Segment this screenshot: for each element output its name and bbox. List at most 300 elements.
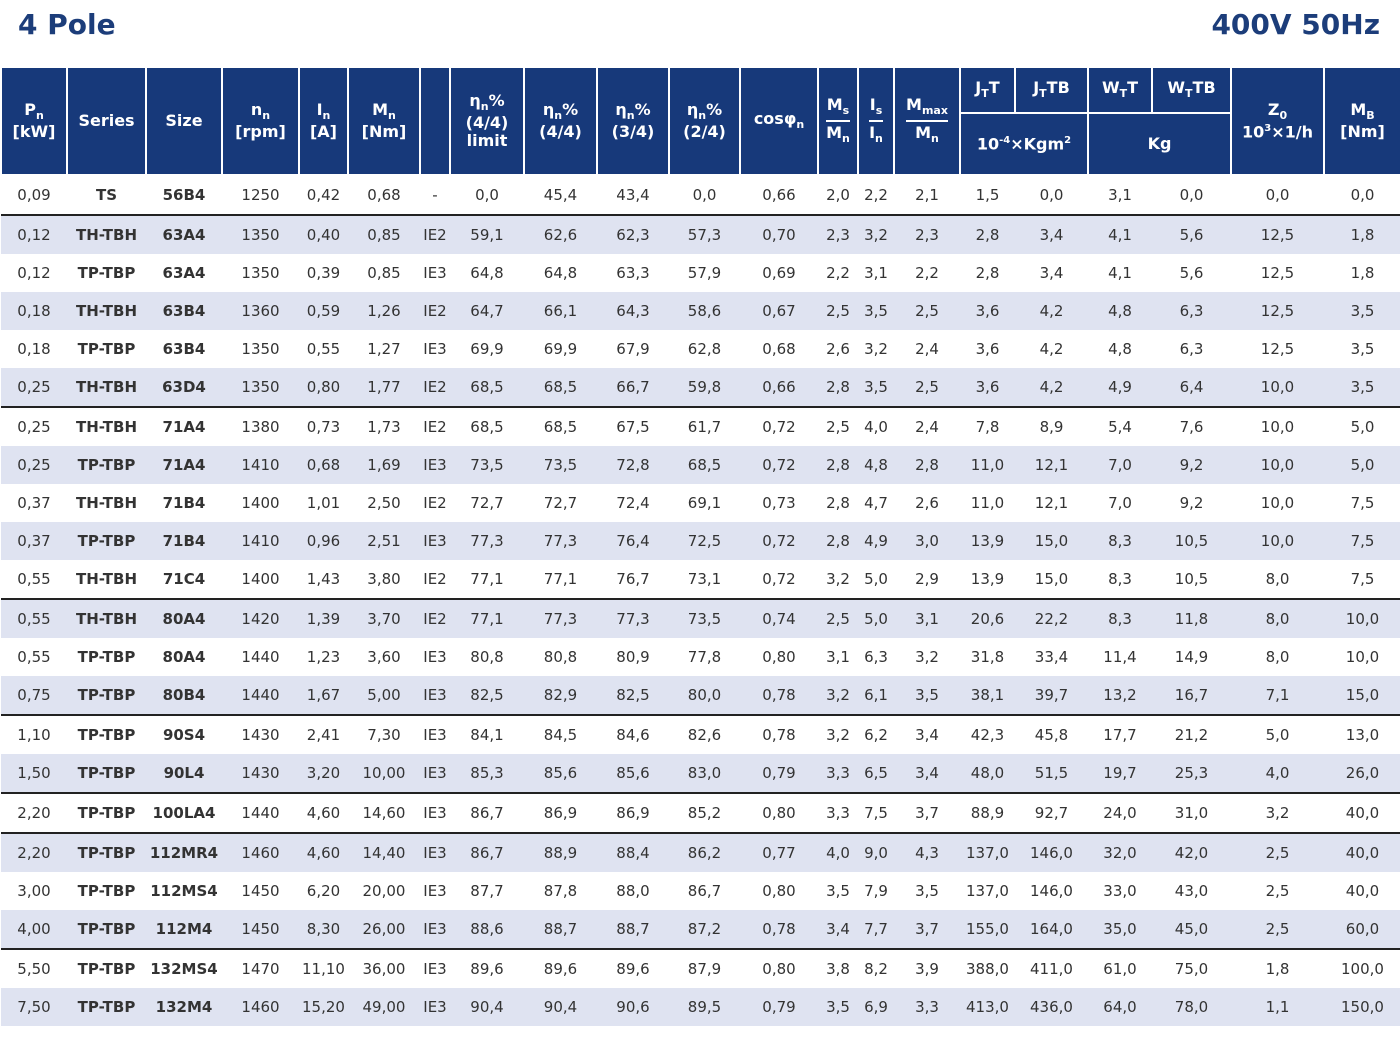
col-header-z0: $Z_0$ $10^3\times 1/h$ — [1231, 67, 1324, 175]
table-cell: 2,8 — [818, 446, 858, 484]
table-cell: 0,68 — [740, 330, 818, 368]
table-cell: 82,5 — [450, 676, 524, 715]
table-cell: 137,0 — [960, 872, 1015, 910]
table-cell: 12,5 — [1231, 215, 1324, 254]
table-cell: TH-TBH — [67, 368, 146, 407]
table-cell: 5,6 — [1152, 215, 1231, 254]
table-cell: TP-TBP — [67, 676, 146, 715]
col-header-power-factor: cosφ$_n$ — [740, 67, 818, 175]
table-cell: 35,0 — [1088, 910, 1152, 949]
table-cell: 2,5 — [818, 407, 858, 446]
table-cell: TP-TBP — [67, 988, 146, 1026]
table-cell: IE2 — [420, 407, 450, 446]
table-cell: 1,39 — [299, 599, 348, 638]
table-cell: 80A4 — [146, 599, 222, 638]
table-cell: 11,4 — [1088, 638, 1152, 676]
table-cell: 7,0 — [1088, 446, 1152, 484]
table-cell: 10,0 — [1231, 407, 1324, 446]
table-cell: 4,3 — [894, 833, 960, 872]
table-cell: 87,9 — [669, 949, 740, 988]
table-cell: IE3 — [420, 715, 450, 754]
table-cell: 87,8 — [524, 872, 597, 910]
table-cell: 77,8 — [669, 638, 740, 676]
table-cell: 3,2 — [818, 676, 858, 715]
table-cell: 3,4 — [894, 754, 960, 793]
col-header-ms-mn: $\frac{M_s}{M_n}$ — [818, 67, 858, 175]
table-cell: 85,2 — [669, 793, 740, 833]
table-cell: TP-TBP — [67, 793, 146, 833]
table-cell: 4,8 — [858, 446, 894, 484]
table-cell: 58,6 — [669, 292, 740, 330]
table-cell: TH-TBH — [67, 215, 146, 254]
table-cell: 80,8 — [524, 638, 597, 676]
table-cell: 77,1 — [450, 599, 524, 638]
table-cell: 14,40 — [348, 833, 420, 872]
table-cell: 0,18 — [1, 330, 67, 368]
table-cell: 89,6 — [597, 949, 669, 988]
table-cell: IE2 — [420, 560, 450, 599]
table-cell: IE3 — [420, 949, 450, 988]
table-cell: 1,8 — [1324, 215, 1400, 254]
table-cell: 2,8 — [818, 484, 858, 522]
table-cell: 12,5 — [1231, 254, 1324, 292]
table-cell: 7,9 — [858, 872, 894, 910]
table-cell: 3,1 — [1088, 175, 1152, 215]
col-header-ie-class — [420, 67, 450, 175]
table-cell: 6,4 — [1152, 368, 1231, 407]
table-cell: 80,0 — [669, 676, 740, 715]
table-cell: 0,80 — [740, 872, 818, 910]
table-row — [1, 676, 1400, 715]
table-cell: 3,5 — [1324, 368, 1400, 407]
table-cell: 5,4 — [1088, 407, 1152, 446]
table-cell: 61,7 — [669, 407, 740, 446]
table-cell: 4,0 — [818, 833, 858, 872]
table-row — [1, 446, 1400, 484]
table-cell: 3,2 — [894, 638, 960, 676]
table-cell: 3,4 — [1015, 215, 1088, 254]
table-cell: 68,5 — [450, 368, 524, 407]
table-cell: 112M4 — [146, 910, 222, 949]
table-cell: 20,00 — [348, 872, 420, 910]
table-cell: 2,6 — [894, 484, 960, 522]
table-cell: 2,5 — [1231, 910, 1324, 949]
table-cell: 2,5 — [1231, 872, 1324, 910]
table-cell: 10,0 — [1231, 522, 1324, 560]
table-cell: 69,9 — [524, 330, 597, 368]
table-cell: 1420 — [222, 599, 299, 638]
table-cell: 0,78 — [740, 676, 818, 715]
table-cell: 77,3 — [524, 599, 597, 638]
table-cell: 0,80 — [740, 949, 818, 988]
table-cell: 1,43 — [299, 560, 348, 599]
table-cell: 10,0 — [1324, 638, 1400, 676]
table-cell: IE3 — [420, 988, 450, 1026]
table-cell: 1350 — [222, 368, 299, 407]
table-cell: 132MS4 — [146, 949, 222, 988]
table-cell: 73,5 — [450, 446, 524, 484]
table-cell: 90,4 — [524, 988, 597, 1026]
table-cell: 1450 — [222, 872, 299, 910]
col-header-jt: $J_TT$ — [960, 67, 1015, 113]
table-cell: 11,8 — [1152, 599, 1231, 638]
table-cell: 90S4 — [146, 715, 222, 754]
table-cell: 88,0 — [597, 872, 669, 910]
table-cell: 62,3 — [597, 215, 669, 254]
table-row — [1, 793, 1400, 833]
table-cell: 63A4 — [146, 254, 222, 292]
table-cell: 19,7 — [1088, 754, 1152, 793]
table-cell: 64,3 — [597, 292, 669, 330]
table-cell: 12,1 — [1015, 484, 1088, 522]
table-cell: 100LA4 — [146, 793, 222, 833]
table-cell: 63A4 — [146, 215, 222, 254]
table-cell: 137,0 — [960, 833, 1015, 872]
table-cell: TS — [67, 175, 146, 215]
table-cell: 89,6 — [450, 949, 524, 988]
table-cell: 0,73 — [740, 484, 818, 522]
table-cell: TH-TBH — [67, 292, 146, 330]
table-cell: 4,00 — [1, 910, 67, 949]
table-cell: 63D4 — [146, 368, 222, 407]
table-cell: 59,8 — [669, 368, 740, 407]
table-cell: IE3 — [420, 446, 450, 484]
table-cell: 3,5 — [858, 368, 894, 407]
table-cell: 25,3 — [1152, 754, 1231, 793]
table-cell: 62,8 — [669, 330, 740, 368]
table-cell: 2,5 — [818, 292, 858, 330]
table-cell: 82,5 — [597, 676, 669, 715]
table-cell: 80B4 — [146, 676, 222, 715]
table-cell: 77,3 — [450, 522, 524, 560]
table-row — [1, 407, 1400, 446]
table-cell: 10,00 — [348, 754, 420, 793]
table-cell: 388,0 — [960, 949, 1015, 988]
table-cell: 1,67 — [299, 676, 348, 715]
table-row — [1, 215, 1400, 254]
table-cell: 146,0 — [1015, 833, 1088, 872]
table-cell: 86,9 — [524, 793, 597, 833]
table-cell: 88,6 — [450, 910, 524, 949]
table-cell: 7,0 — [1088, 484, 1152, 522]
table-cell: 69,1 — [669, 484, 740, 522]
table-cell: 7,6 — [1152, 407, 1231, 446]
table-cell: 4,9 — [1088, 368, 1152, 407]
table-cell: 3,2 — [858, 215, 894, 254]
table-cell: 5,0 — [1231, 715, 1324, 754]
table-cell: 3,2 — [858, 330, 894, 368]
table-cell: 0,72 — [740, 522, 818, 560]
table-cell: 20,6 — [960, 599, 1015, 638]
table-cell: 88,7 — [524, 910, 597, 949]
table-cell: 0,42 — [299, 175, 348, 215]
table-cell: 5,0 — [858, 599, 894, 638]
table-cell: 150,0 — [1324, 988, 1400, 1026]
col-header-jtb: $J_TTB$ — [1015, 67, 1088, 113]
table-cell: 85,6 — [524, 754, 597, 793]
table-cell: 51,5 — [1015, 754, 1088, 793]
table-cell: IE3 — [420, 330, 450, 368]
table-cell: 4,0 — [858, 407, 894, 446]
table-body — [1, 175, 1400, 1026]
table-cell: 84,1 — [450, 715, 524, 754]
table-cell: 0,74 — [740, 599, 818, 638]
table-cell: 0,72 — [740, 446, 818, 484]
table-cell: 8,0 — [1231, 599, 1324, 638]
table-cell: 64,0 — [1088, 988, 1152, 1026]
table-row — [1, 833, 1400, 872]
table-cell: 2,8 — [818, 522, 858, 560]
table-cell: 68,5 — [524, 368, 597, 407]
table-cell: 3,3 — [818, 793, 858, 833]
table-cell: 17,7 — [1088, 715, 1152, 754]
col-header-eff-44: $\eta_n\%$ (4/4) — [524, 67, 597, 175]
table-cell: 82,6 — [669, 715, 740, 754]
table-cell: IE2 — [420, 368, 450, 407]
table-cell: 64,7 — [450, 292, 524, 330]
table-cell: 13,0 — [1324, 715, 1400, 754]
table-cell: TH-TBH — [67, 560, 146, 599]
table-cell: 10,0 — [1231, 446, 1324, 484]
table-row — [1, 715, 1400, 754]
table-cell: 13,9 — [960, 522, 1015, 560]
page-title: 4 Pole — [18, 8, 116, 41]
table-cell: 3,4 — [818, 910, 858, 949]
table-cell: 0,0 — [1231, 175, 1324, 215]
table-cell: 2,8 — [894, 446, 960, 484]
table-cell: 3,2 — [818, 560, 858, 599]
table-cell: 1,73 — [348, 407, 420, 446]
table-cell: 1,1 — [1231, 988, 1324, 1026]
table-cell: 8,9 — [1015, 407, 1088, 446]
table-cell: 87,7 — [450, 872, 524, 910]
table-cell: 1440 — [222, 638, 299, 676]
table-cell: 2,0 — [818, 175, 858, 215]
table-cell: 15,0 — [1324, 676, 1400, 715]
table-cell: 66,7 — [597, 368, 669, 407]
table-cell: 8,3 — [1088, 522, 1152, 560]
table-cell: 0,12 — [1, 254, 67, 292]
table-cell: 3,5 — [894, 676, 960, 715]
table-cell: 0,80 — [740, 638, 818, 676]
table-cell: 86,2 — [669, 833, 740, 872]
table-cell: 3,7 — [894, 793, 960, 833]
table-cell: 43,0 — [1152, 872, 1231, 910]
table-cell: 15,0 — [1015, 522, 1088, 560]
table-cell: 1250 — [222, 175, 299, 215]
table-cell: 0,78 — [740, 910, 818, 949]
table-cell: 84,6 — [597, 715, 669, 754]
table-cell: 89,6 — [524, 949, 597, 988]
table-cell: 45,0 — [1152, 910, 1231, 949]
table-cell: 0,25 — [1, 368, 67, 407]
table-cell: TH-TBH — [67, 484, 146, 522]
table-cell: 88,7 — [597, 910, 669, 949]
table-cell: 33,0 — [1088, 872, 1152, 910]
col-header-eff-24: $\eta_n\%$ (2/4) — [669, 67, 740, 175]
table-cell: 3,6 — [960, 368, 1015, 407]
table-cell: 66,1 — [524, 292, 597, 330]
table-cell: 0,79 — [740, 988, 818, 1026]
table-cell: 88,9 — [524, 833, 597, 872]
voltage-frequency-label: 400V 50Hz — [1211, 8, 1380, 41]
table-cell: 9,0 — [858, 833, 894, 872]
col-header-eff-limit: $\eta_n\%$ (4/4) limit — [450, 67, 524, 175]
table-cell: 31,0 — [1152, 793, 1231, 833]
table-cell: 2,50 — [348, 484, 420, 522]
table-cell: 1470 — [222, 949, 299, 988]
table-cell: 31,8 — [960, 638, 1015, 676]
table-cell: 4,60 — [299, 793, 348, 833]
table-row — [1, 988, 1400, 1026]
table-cell: 6,9 — [858, 988, 894, 1026]
table-cell: TH-TBH — [67, 407, 146, 446]
table-cell: 5,0 — [1324, 407, 1400, 446]
table-cell: 62,6 — [524, 215, 597, 254]
table-cell: 132M4 — [146, 988, 222, 1026]
table-cell: 8,3 — [1088, 560, 1152, 599]
table-cell: 1360 — [222, 292, 299, 330]
table-cell: 0,75 — [1, 676, 67, 715]
table-cell: 8,2 — [858, 949, 894, 988]
table-cell: 1,01 — [299, 484, 348, 522]
table-cell: 63,3 — [597, 254, 669, 292]
table-cell: 90,4 — [450, 988, 524, 1026]
table-cell: 7,5 — [1324, 560, 1400, 599]
table-cell: TP-TBP — [67, 638, 146, 676]
table-cell: 73,5 — [669, 599, 740, 638]
table-cell: 0,73 — [299, 407, 348, 446]
table-cell: 0,68 — [348, 175, 420, 215]
col-header-size: Size — [146, 67, 222, 175]
table-cell: 80A4 — [146, 638, 222, 676]
table-cell: 1460 — [222, 988, 299, 1026]
table-cell: 36,00 — [348, 949, 420, 988]
table-cell: 3,1 — [858, 254, 894, 292]
table-cell: 436,0 — [1015, 988, 1088, 1026]
table-cell: 77,3 — [597, 599, 669, 638]
table-cell: 1,5 — [960, 175, 1015, 215]
table-cell: 40,0 — [1324, 793, 1400, 833]
table-row — [1, 910, 1400, 949]
table-cell: 45,4 — [524, 175, 597, 215]
table-cell: 3,4 — [1015, 254, 1088, 292]
table-cell: 155,0 — [960, 910, 1015, 949]
table-cell: 2,51 — [348, 522, 420, 560]
table-cell: 4,1 — [1088, 254, 1152, 292]
table-cell: 2,2 — [818, 254, 858, 292]
table-cell: 2,6 — [818, 330, 858, 368]
table-cell: 3,9 — [894, 949, 960, 988]
table-cell: 71A4 — [146, 446, 222, 484]
table-cell: 2,5 — [894, 368, 960, 407]
table-cell: 3,60 — [348, 638, 420, 676]
table-cell: 3,3 — [818, 754, 858, 793]
table-cell: 1440 — [222, 676, 299, 715]
table-cell: 7,5 — [858, 793, 894, 833]
table-cell: 0,70 — [740, 215, 818, 254]
table-cell: 0,68 — [299, 446, 348, 484]
table-cell: TP-TBP — [67, 833, 146, 872]
table-cell: 77,1 — [524, 560, 597, 599]
table-cell: 0,79 — [740, 754, 818, 793]
table-cell: 3,5 — [818, 988, 858, 1026]
table-cell: IE3 — [420, 872, 450, 910]
table-cell: 2,20 — [1, 833, 67, 872]
table-cell: 67,5 — [597, 407, 669, 446]
table-cell: 3,1 — [894, 599, 960, 638]
col-header-is-in: $\frac{I_s}{I_n}$ — [858, 67, 894, 175]
col-header-inertia-unit: $10^{-4}\times Kgm^2$ — [960, 113, 1088, 175]
table-cell: 0,55 — [1, 560, 67, 599]
table-cell: 3,00 — [1, 872, 67, 910]
table-cell: 32,0 — [1088, 833, 1152, 872]
table-cell: 0,55 — [299, 330, 348, 368]
table-cell: 72,4 — [597, 484, 669, 522]
table-row — [1, 175, 1400, 215]
table-cell: 3,8 — [818, 949, 858, 988]
table-cell: 0,0 — [1152, 175, 1231, 215]
table-cell: 86,7 — [450, 833, 524, 872]
table-cell: 1350 — [222, 215, 299, 254]
table-cell: 7,50 — [1, 988, 67, 1026]
table-cell: 10,5 — [1152, 522, 1231, 560]
table-cell: IE3 — [420, 910, 450, 949]
table-cell: 0,25 — [1, 446, 67, 484]
table-cell: 413,0 — [960, 988, 1015, 1026]
table-cell: IE3 — [420, 638, 450, 676]
table-cell: TP-TBP — [67, 446, 146, 484]
table-cell: 5,0 — [858, 560, 894, 599]
table-cell: 14,60 — [348, 793, 420, 833]
table-cell: IE2 — [420, 292, 450, 330]
table-cell: 12,5 — [1231, 292, 1324, 330]
table-cell: 14,9 — [1152, 638, 1231, 676]
table-cell: IE2 — [420, 599, 450, 638]
table-cell: 11,0 — [960, 484, 1015, 522]
table-cell: 75,0 — [1152, 949, 1231, 988]
table-cell: 3,2 — [818, 715, 858, 754]
table-cell: 92,7 — [1015, 793, 1088, 833]
table-cell: 0,0 — [1324, 175, 1400, 215]
table-cell: 3,6 — [960, 330, 1015, 368]
table-cell: 85,3 — [450, 754, 524, 793]
table-cell: 0,66 — [740, 175, 818, 215]
table-cell: 6,1 — [858, 676, 894, 715]
table-cell: 84,5 — [524, 715, 597, 754]
table-cell: 4,60 — [299, 833, 348, 872]
table-row — [1, 254, 1400, 292]
table-cell: 112MS4 — [146, 872, 222, 910]
table-cell: 6,3 — [1152, 330, 1231, 368]
table-cell: 2,2 — [894, 254, 960, 292]
table-cell: 11,10 — [299, 949, 348, 988]
table-cell: 1410 — [222, 446, 299, 484]
table-cell: 1,8 — [1324, 254, 1400, 292]
table-cell: 87,2 — [669, 910, 740, 949]
table-cell: 12,5 — [1231, 330, 1324, 368]
table-cell: 0,55 — [1, 599, 67, 638]
table-cell: 3,7 — [894, 910, 960, 949]
table-cell: 71C4 — [146, 560, 222, 599]
table-cell: 0,25 — [1, 407, 67, 446]
table-cell: 0,12 — [1, 215, 67, 254]
table-cell: 3,1 — [818, 638, 858, 676]
table-cell: 7,8 — [960, 407, 1015, 446]
table-cell: 68,5 — [450, 407, 524, 446]
table-cell: 3,5 — [1324, 330, 1400, 368]
table-cell: TP-TBP — [67, 910, 146, 949]
